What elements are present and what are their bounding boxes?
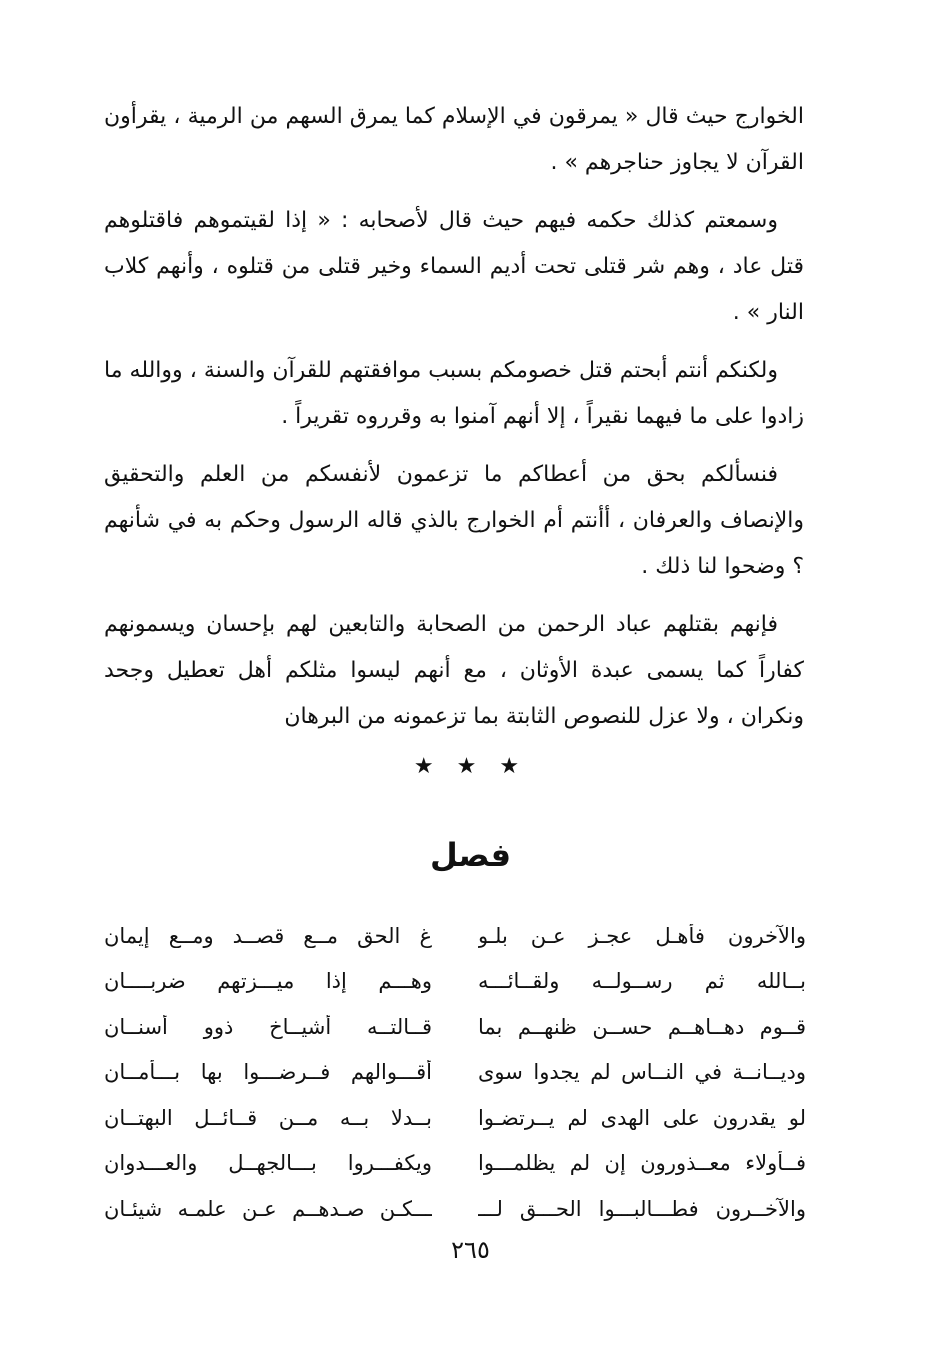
- paragraph-5: فإنهم بقتلهم عباد الرحمن من الصحابة والتابعين لهم بإحسان ويسمونهم كفاراً كما يسمى عبدة الأوثان ، مع أنهم ليسوا مثلكم أهل تعطيل وجحد ونكران ، ولا عزل للنصوص الثابتة بما تزعمونه من البرهان: [104, 612, 804, 729]
- prose-block: [104, 94, 804, 752]
- verse-first-hemistich: وديــانــة في النــاس لم يجدوا سوى: [478, 1060, 806, 1085]
- verse-second-hemistich: غ الحق مــع قصــد ومــع إيمان: [104, 923, 432, 948]
- page-number: ٢٦٥: [451, 1236, 490, 1264]
- verse-row: [104, 1186, 806, 1232]
- verse-second-hemistich: قــالتــه أشيــاخ ذوو أسنــان: [104, 1014, 432, 1039]
- verse-row: [104, 959, 806, 1005]
- verse-second-hemistich: ـــكـن صـدهــم عـن علمـه شيئـان: [104, 1196, 432, 1221]
- verse-second-hemistich: بــدلا بــه مــن قــائــل البهتــان: [104, 1105, 432, 1130]
- verse-first-hemistich: قــوم دهــاهــم حســن ظنهــم بما: [478, 1014, 806, 1039]
- verse-row: [104, 1141, 806, 1187]
- verse-row: [104, 1050, 806, 1096]
- section-separator: ★ ★ ★: [413, 754, 528, 779]
- paragraph-2: وسمعتم كذلك حكمه فيهم حيث قال لأصحابه : « إذا لقيتموهم فاقتلوهم قتل عاد ، وهم شر قتلى تحت أديم السماء وخير قتلى من قتلوه ، وأنهم كلاب النار » .: [104, 208, 804, 325]
- paragraph-4: فنسألكم بحق من أعطاكم ما تزعمون لأنفسكم من العلم والتحقيق والإنصاف والعرفان ، أأنتم أم الخوارج بالذي قاله الرسول وحكم به في شأنهم ؟ وضحوا لنا ذلك .: [104, 462, 804, 579]
- verse-row: [104, 1095, 806, 1141]
- verse-second-hemistich: ويكفـــروا بـــالجهــل والعـــدوان: [104, 1151, 432, 1176]
- verse-first-hemistich: بــالله ثم رســولــه ولقــائـــه: [478, 969, 806, 994]
- paragraph-3: ولكنكم أنتم أبحتم قتل خصومكم بسبب موافقتهم للقرآن والسنة ، ووالله ما زادوا على ما فيهما نقيراً ، إلا أنهم آمنوا به وقرروه تقريراً .: [104, 358, 804, 429]
- verse-second-hemistich: وهـــم إذا ميـــزتهم ضربــــان: [104, 969, 432, 994]
- verse-first-hemistich: والآخرون فأهـل عجـز عـن بلـو: [478, 923, 806, 948]
- paragraph-1: الخوارج حيث قال « يمرقون في الإسلام كما يمرق السهم من الرمية ، يقرأون القرآن لا يجاوز حناجرهم » .: [104, 104, 804, 175]
- verse-row: [104, 1004, 806, 1050]
- section-title: فصل: [429, 836, 512, 874]
- verse-first-hemistich: لو يقدرون على الهدى لم يــرتضـوا: [478, 1105, 806, 1130]
- poem-verses: [104, 913, 806, 1232]
- verse-row: [104, 913, 806, 959]
- verse-first-hemistich: فــأولاء معــذورون إن لم يظلمـــوا: [478, 1151, 806, 1176]
- verse-second-hemistich: أقـــوالهم فــرضـــوا بها بـــأمــان: [104, 1060, 432, 1085]
- verse-first-hemistich: والآخــرون فطـــالبـــوا الحـــق لـــ: [478, 1196, 806, 1221]
